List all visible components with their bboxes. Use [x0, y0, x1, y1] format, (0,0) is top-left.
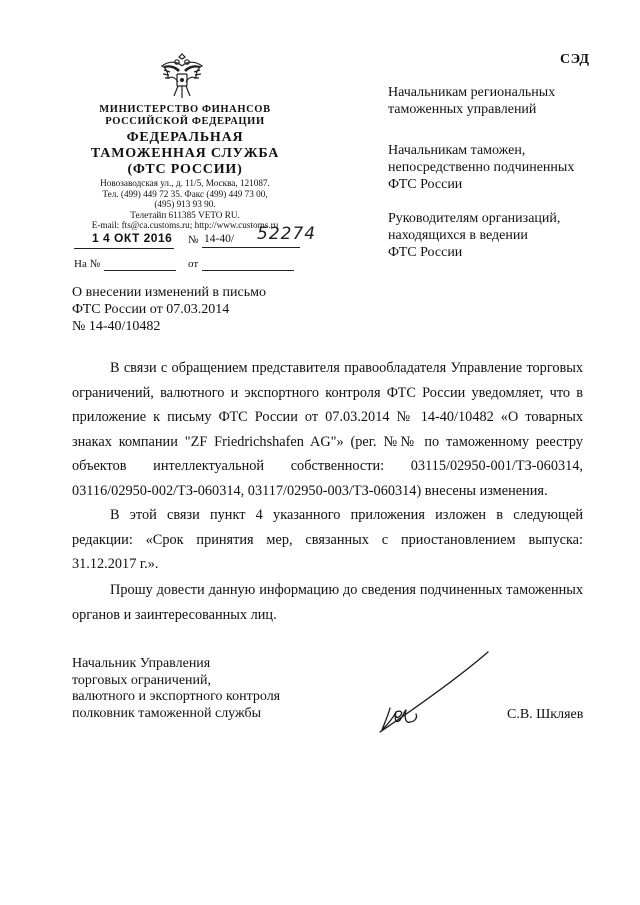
addressee-line: Начальникам таможен,	[388, 143, 526, 158]
addressee-line: ФТС России	[388, 177, 463, 192]
service-line: (ФТС РОССИИ)	[127, 162, 243, 177]
signatory-title	[72, 656, 280, 722]
sed-mark: СЭД	[560, 52, 590, 67]
service-name	[70, 130, 300, 178]
addressee-line: Начальникам региональных	[388, 85, 556, 100]
service-line: ФЕДЕРАЛЬНАЯ	[126, 130, 244, 145]
signatory-title-line: торговых ограничений,	[72, 672, 212, 688]
ministry-line: РОССИЙСКОЙ ФЕДЕРАЦИИ	[105, 116, 265, 127]
contact-line: E-mail: fts@ca.customs.ru; http://www.customs.ru	[91, 220, 279, 231]
addressee-regional	[388, 84, 598, 118]
addressee-line: находящихся в ведении	[388, 228, 528, 243]
addressee-organizations	[388, 210, 598, 261]
addressee-line: ФТС России	[388, 245, 463, 260]
subject-line: № 14-40/10482	[72, 319, 161, 334]
addressee-line: непосредственно подчиненных	[388, 160, 575, 175]
from-label: от	[188, 258, 199, 270]
signatory-title-line: валютного и экспортного контроля	[72, 689, 281, 704]
handwritten-signature-icon	[370, 650, 500, 740]
registration-date: 1 4 ОКТ 2016	[92, 231, 173, 245]
signatory-name: С.В. Шкляев	[507, 707, 584, 722]
addressee-line: Руководителям организаций,	[388, 211, 561, 226]
body-paragraph: В этой связи пункт 4 указанного приложения изложен в следующей редакции: «Срок принятия мер, связанных с приостановлением выпуска: 31.12.2017 г.».	[72, 507, 583, 573]
signatory-title-line: Начальник Управления	[72, 656, 211, 671]
body-paragraph: Прошу довести данную информацию до сведения подчиненных таможенных органов и заинтересованных лиц.	[72, 582, 583, 623]
body-paragraph: В связи с обращением представителя правообладателя Управление торговых ограничений, валютного и экспортного контроля ФТС России уведомляет, что в приложение к письму ФТС России от 07.03.2014 № 14-40/10482 «О товарных знаках компании "ZF Friedrichshafen AG"» (рег. №№ по таможенному реестру объектов интеллектуальной собственности: 03115/02950-001/ТЗ-060314, 03116/02950-002/ТЗ-060314, 03117/02950-003/ТЗ-060314) внесены изменения.	[72, 360, 583, 499]
contact-line: (495) 913 93 90.	[154, 199, 216, 210]
ministry-name	[70, 104, 300, 128]
russian-eagle-emblem-icon	[156, 52, 208, 102]
number-underline	[202, 247, 300, 248]
subject-line: ФТС России от 07.03.2014	[72, 302, 230, 317]
signatory-title-line: полковник таможенной службы	[72, 705, 262, 721]
contact-line: Телетайп 611385 VETO RU.	[130, 209, 240, 220]
contact-line: Новозаводская ул., д. 11/5, Москва, 121087.	[100, 178, 270, 188]
letter-subject	[72, 284, 266, 335]
handwritten-number: 52274	[257, 224, 317, 244]
number-label: №	[188, 234, 199, 246]
ministry-line: МИНИСТЕРСТВО ФИНАНСОВ	[99, 104, 271, 115]
contact-line: Тел. (499) 449 72 35. Факс (499) 449 73 00,	[102, 188, 268, 199]
subject-line: О внесении изменений в письмо	[72, 285, 266, 300]
addressee-line: таможенных управлений	[388, 102, 537, 117]
reference-label: На №	[74, 258, 101, 270]
registration-number: 14-40/	[204, 233, 235, 245]
from-underline	[202, 270, 294, 271]
reference-underline	[104, 270, 176, 271]
service-line: ТАМОЖЕННАЯ СЛУЖБА	[90, 146, 280, 161]
addressee-customs	[388, 142, 598, 193]
